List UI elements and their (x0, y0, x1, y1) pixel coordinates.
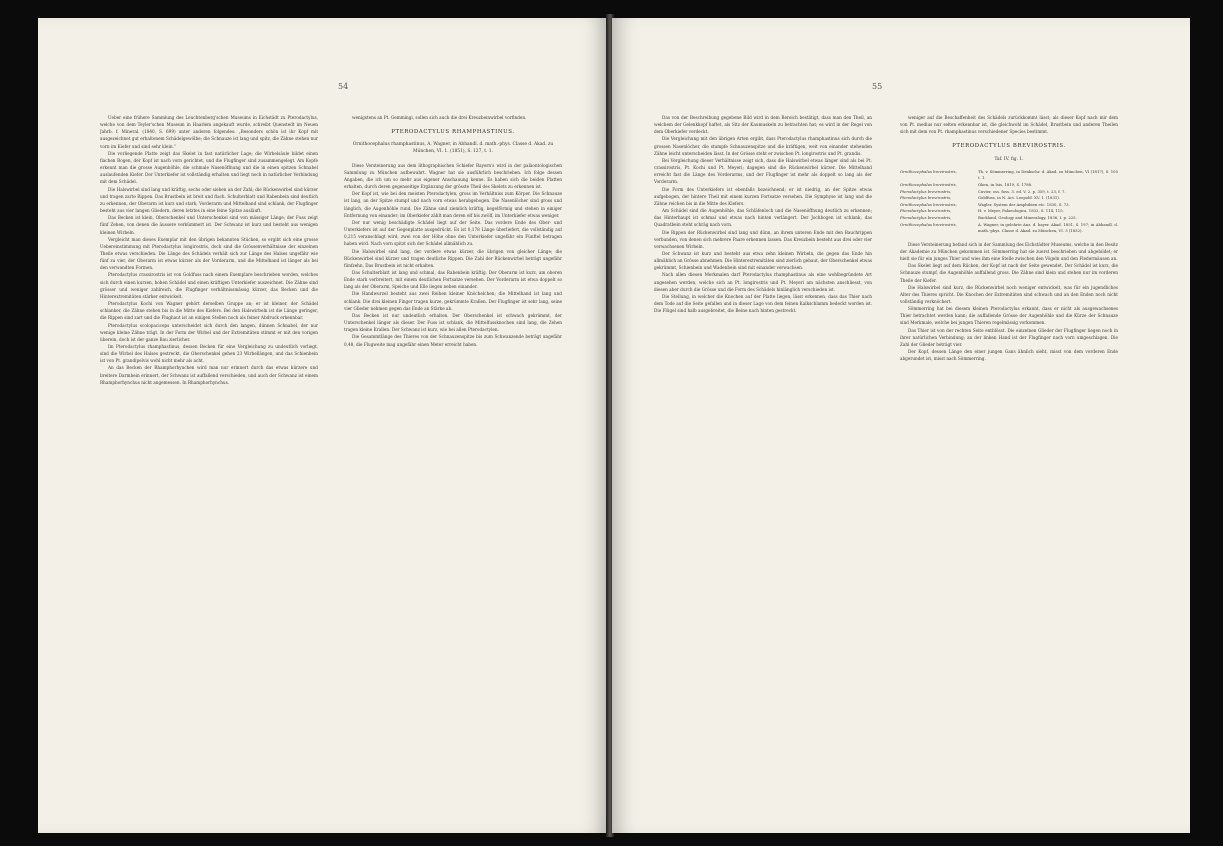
right-column-a (654, 114, 872, 819)
paragraph: Das Skelet liegt auf dem Rücken, der Kopf ist nach der Seite gewendet. Der Schädel ist kurz, die Schnauze stumpf, die Augenhöhle auffallend gross. Die Zähne sind klein und stehen nur im vorderen Theile der Kiefer. (900, 263, 1118, 283)
paragraph: weniger auf die Beschaffenheit des Schädels zurückkommt lässt; als dieser Kopf nach mir dem von Pt. medius nur selten erkennbar ist, die gleichwohl im Schädel, Brustbein und anderen Theilen sich mit dem von Pt. rhamphastinus verschiedener Species bestimmt. (900, 115, 1118, 135)
paragraph: Nach allen diesen Merkmalen darf Pterodactylus rhamphastinus als eine wohlbegründete Art angesehen werden, welche sich an Pt. longirostris und Pt. Meyeri am nächsten anschliesst, von diesen aber durch die Grösse und die Form des Schädels hinlänglich verschieden ist. (654, 272, 872, 292)
paragraph: Diese Versteinerung aus dem lithographischen Schiefer Bayern's wird in der paläontologischen Sammlung zu München aufbewahrt. Wagner hat sie ausführlich beschrieben. Ich folge dessen Angaben, die ich um so mehr aus eigener Anschauung kenne. Es haben sich die beiden Platten erhalten, durch deren gegenseitige Ergänzung der grösste Theil des Skelets zu erkennen ist. (344, 162, 562, 190)
synonymy-list (900, 169, 1118, 235)
paragraph: Die Rippen der Rückenwirbel sind lang und dünn, an ihrem unteren Ende mit den Bauchrippen verbunden, von denen sich mehrere Paare erkennen lassen. Das Kreuzbein besteht aus drei oder vier verwachsenen Wirbeln. (654, 229, 872, 249)
paragraph: Bei Vergleichung dieser Verhältnisse zeigt sich, dass die Halswirbel etwas länger sind als bei Pt. crassirostris, Pt. Kochi und Pt. Meyeri; dagegen sind die Rückenwirbel kürzer. Die Mittelhand erreicht fast die Länge des Vorderarms, und der Flugfinger ist mehr als doppelt so lang als der Vorderarm. (654, 157, 872, 185)
synonym-entry: Pterodactylus brevirostris, Buckland, Geology and Mineralogy, 1836, I. p. 225. (900, 214, 1077, 220)
paragraph: Pterodactylus scolopaciceps unterscheidet sich durch den langen, dünnen Schnabel, der nur wenige kleine Zähne trägt. In der Form der Wirbel und der Extremitäten stimmt er mit den vorigen überein, doch ist der ganze Bau zierlicher. (100, 322, 318, 342)
plate-reference: Taf. IV. fig. 1. (994, 156, 1024, 162)
paragraph: Der Schwanz ist kurz und besteht aus etwa zehn kleinen Wirbeln, die gegen das Ende hin allmählich an Grösse abnehmen. Die Hinterextremitäten sind zierlich gebaut, der Oberschenkel etwas gekrümmt, Schienbein und Wadenbein sind mit einander verwachsen. (654, 250, 872, 271)
synonym-entry: Ornithocephalus brevirostris, Oken, in Isis, 1819, S. 1788. (900, 181, 1033, 187)
synonym-entry: Pterodactylus brevirostris, Goldfuss, in N. Act. Leopold. XV. 1. (1831). (900, 195, 1060, 201)
paragraph: Die Halswirbel sind lang, der vordere etwas kürzer, die übrigen von gleicher Länge; die Rückenwirbel sind kürzer und tragen deutliche Rippen. Die Zahl der Rückenwirbel beträgt ungefähr fünfzehn. Das Brustbein ist nicht erhalten. (344, 248, 562, 268)
paragraph: Pterodactylus crassirostris ist von Goldfuss nach einem Exemplare beschrieben worden, welches sich durch einen kurzen, hohen Schädel und einen kräftigen Unterkiefer auszeichnet. Die Zähne sind grösser und weniger zahlreich, die Flugfinger verhältnissmässig kürzer, das Becken und die Hinterextremitäten stärker entwickelt. (100, 272, 318, 299)
synonym-entry: Pterodactylus brevirostris, H. v. Meyer, Palaeologica, 1832, S. 114, 115. (900, 208, 1064, 214)
synonym-entry: Ornithocephalus brevirostris, Th. v. Sömmerring, in Denkschr. d. Akad. zu München, VI (1817), S. 105 t. 1. (900, 168, 1118, 181)
right-page (612, 18, 1190, 833)
right-column-b (900, 114, 1118, 819)
paragraph: Das Becken ist klein, Oberschenkel und Unterschenkel sind von mässiger Länge; der Fuss zeigt fünf Zehen, von denen die äussere verkümmert ist. Der Schwanz ist kurz und besteht aus wenigen kleinen Wirbeln. (100, 215, 318, 235)
page-number: 55 (872, 82, 883, 91)
paragraph: An das Becken der Rhamphorhynchen wird man nur erinnert durch das etwas kürzere und breitere Darmbein erinnert, der Schwanz ist auffallend verschieden, und auch der Schwanz ist einem Rhamphorhynchus nicht angemessen. In Rhamphorhynchus. (100, 365, 318, 385)
paragraph: Ueber eine frühere Sammlung des Leuchtenberg'schen Museums in Eichstädt zu Pterodactylus, welche von dem Teyler'schen Museum in Haarlem angekauft wurde, schreibt Quenstedt im Neuen Jahrb. f. Mineral. (1840, S. 699) unter anderen folgendes: „Besonders schön ist ihr Kopf mit ausgezeichnet gut erhaltenem Schädelgewölbe; die Schnauze ist lang und spitz, die Zähne stehen nur vorn im Kiefer und sind sehr klein.“ (100, 115, 318, 149)
paragraph: Die Halswirbel sind kurz, die Rückenwirbel noch weniger entwickelt, was für ein jugendliches Alter des Thieres spricht. Die Knochen der Extremitäten sind schwach und an den Enden noch nicht vollständig verknöchert. (900, 284, 1118, 304)
synonym-entry: Pterodactylus brevirostris, Cuvier, oss. foss. 3. ed. V. 2. p. 359, t. 23, f. 7. (900, 188, 1066, 194)
paragraph: Vergleicht man dieses Exemplar mit den übrigen bekannten Stücken, so ergibt sich eine grosse Uebereinstimmung mit Pterodactylus longirostris, doch sind die Grössenverhältnisse der einzelnen Theile etwas verschieden. Die Länge des Schädels verhält sich zur Länge des Halses ungefähr wie fünf zu vier, der Oberarm ist etwas kürzer als der Vorderarm, und die Mittelhand ist länger als bei den verwandten Formen. (100, 236, 318, 271)
left-column-a (100, 114, 318, 814)
left-page (38, 18, 608, 833)
paragraph: Die Vergleichung mit den übrigen Arten ergibt, dass Pterodactylus rhamphastinus sich durch die grossen Nasenlöcher, die stumpfe Schnauzenspitze und die kräftigen, weit von einander stehenden Zähne leicht unterscheiden lässt. In der Grösse steht er zwischen Pt. longirostris und Pt. grandis. (654, 136, 872, 156)
paragraph: Der Kopf, dessen Länge den einer jungen Gans ähnlich sieht, misst von dem vorderen Ende abgerundet ist, misst nach Sömmerring. (900, 349, 1118, 362)
section-heading: PTERODACTYLUS BREVIROSTRIS. (952, 143, 1066, 150)
page-number: 54 (338, 82, 349, 91)
paragraph: Diese Versteinerung befand sich in der Sammlung des Eichstädter Museums, welche in den Besitz der Akademie zu München gekommen ist. Sömmerring hat sie zuerst beschrieben und abgebildet; er hielt sie für ein junges Thier und wies ihm eine Stelle zwischen den Vögeln und den Fledermäusen an. (900, 241, 1118, 262)
paragraph: Pterodactylus Kochi von Wagner gehört derselben Gruppe an; er ist kleiner, der Schädel schlanker, die Zähne stehen bis in die Mitte des Kiefers. Bei den Halswirbeln ist die Länge geringer, die Rippen sind zart und die Flughaut ist an einigen Stellen noch als feiner Abdruck erkennbar. (100, 301, 318, 321)
paragraph: Die Form des Unterkiefers ist ebenfalls bezeichnend; er ist niedrig, an der Spitze etwas aufgebogen, der hintere Theil mit einem kurzen Fortsatze versehen. Die Symphyse ist lang und die Zähne reichen bis in die Mitte des Kiefers. (654, 186, 872, 206)
paragraph: Die Handwurzel besteht aus zwei Reihen kleiner Knöchelchen; die Mittelhand ist lang und schlank. Die drei kleinen Finger tragen kurze, gekrümmte Krallen. Der Flugfinger ist sehr lang, seine vier Glieder nehmen gegen das Ende an Stärke ab. (344, 291, 562, 311)
paragraph: Die vorliegende Platte zeigt das Skelet in fast natürlicher Lage; die Wirbelsäule bildet einen flachen Bogen, der Kopf ist nach vorn gerichtet, und die Flugfinger sind zusammengelegt. Am Kopfe erkennt man die grosse Augenhöhle, die schmale Nasenöffnung und die in einen spitzen Schnabel auslaufenden Kiefer. Der Unterkiefer ist vollständig erhalten und liegt noch in natürlicher Verbindung mit dem Schädel. (100, 150, 318, 185)
paragraph: Im Pterodactylus rhamphastinus, dessen Becken für eine Vergleichung zu undeutlich vorliegt, sind die Wirbel des Halses gestreckt, die Oberschenkel gehen 23 Wirbellängen, und das Schienbein ist von Pt. grandipelvis wohl nicht mehr als acht. (100, 344, 318, 364)
section-synonym: Ornithocephalus rhamphastinus, A. Wagner, in Abhandl. d. math.-phys. Classe d. Akad. zu München, VI. 1. (1851), S. 127, t. 1. (352, 142, 554, 155)
left-column-b (344, 114, 562, 814)
paragraph: Die Stellung, in welcher die Knochen auf der Platte liegen, lässt erkennen, dass das Thier nach dem Tode auf die Seite gefallen und in dieser Lage von dem feinen Kalkschlamm bedeckt worden ist. Die Flügel sind halb ausgebreitet, die Beine nach hinten gestreckt. (654, 293, 872, 314)
section-heading: PTERODACTYLUS RHAMPHASTINUS. (391, 129, 515, 136)
paragraph: Das von der Beschreibung gegebene Bild wird in dem Bereich bestätigt, dass man den Theil, an welchem der Gelenkkopf haftet, als Sitz der Kaumuskeln zu betrachten hat; es wird in der Regel von dem Oberkiefer verdeckt. (654, 115, 872, 135)
paragraph: wenigstens an Pt. Gemmingi, sollen sich auch die drei Kreuzbeinwirbel vorfinden. (352, 115, 527, 120)
paragraph: Das Becken ist nur undeutlich erhalten. Der Oberschenkel ist schwach gekrümmt, der Unterschenkel länger als dieser. Der Fuss ist schlank, die Mittelfussknochen sind lang, die Zehen tragen kleine Krallen. Der Schwanz ist kurz, wie bei allen Pterodactylen. (344, 312, 562, 333)
synonym-entry: Ornithocephalus brevirostris, Wagler, System der Amphibien etc. 1830, S. 73. (900, 201, 1070, 207)
paragraph: Der nur wenig beschädigte Schädel liegt auf der Seite. Das vordere Ende des Ober- und Unterkiefers ist auf der Gegenplatte ausgedrückt. Es ist 0,178 Länge überliefert, die vollständig auf 0,215 veranschlagt wird, zwei von der Höhe ohne den Unterkiefer ungefähr ein Fünftel betragen haben wird. Nach vorn spitzt sich der Schädel allmählich zu. (344, 219, 562, 247)
paragraph: Das Thier ist von der rechten Seite entblösst. Die einzelnen Glieder der Flugfinger liegen noch in ihrer natürlichen Verbindung; an der linken Hand ist der Flugfinger nach vorn umgeschlagen. Die Zahl der Glieder beträgt vier. (900, 327, 1118, 347)
paragraph: Sömmerring hat bei diesem kleinen Pterodactylus erkannt, dass er nicht als ausgewachsenes Thier betrachtet werden kann; die auffallende Grösse der Augenhöhle und die Kürze der Schnauze sind Merkmale, welche bei jungen Thieren regelmässig vorkommen. (900, 306, 1118, 326)
paragraph: Der Kopf ist, wie bei den meisten Pterodactylen, gross im Verhältniss zum Körper. Die Schnauze ist lang, an der Spitze stumpf und nach vorn etwas herabgebogen. Die Nasenlöcher sind gross und länglich, die Augenhöhle rund. Die Zähne sind ziemlich kräftig, kegelförmig und stehen in einiger Entfernung von einander; im Oberkiefer zählt man deren elf bis zwölf, im Unterkiefer etwas weniger. (344, 191, 562, 218)
paragraph: Am Schädel sind die Augenhöhle, das Schläfenloch und die Nasenöffnung deutlich zu erkennen; das Hinterhaupt ist schmal und etwas nach hinten verlängert. Der Jochbogen ist schlank, das Quadratbein steht schräg nach vorn. (654, 208, 872, 228)
paragraph: Das Schulterblatt ist lang und schmal, das Rabenbein kräftig. Der Oberarm ist kurz, am oberen Ende stark verbreitert, mit einem deutlichen Fortsatze versehen. Der Vorderarm ist etwa doppelt so lang als der Oberarm, Speiche und Elle liegen neben einander. (344, 269, 562, 290)
paragraph: Die Halswirbel sind lang und kräftig, sechs oder sieben an der Zahl; die Rückenwirbel sind kürzer und tragen zarte Rippen. Das Brustbein ist breit und flach. Schulterblatt und Rabenbein sind deutlich zu erkennen, der Oberarm ist kurz und stark, Vorderarm und Mittelhand sind schlank, der Flugfinger besteht aus vier langen Gliedern, deren letztes in eine feine Spitze ausläuft. (100, 186, 318, 214)
synonym-entry: Ornithocephalus brevirostris, A. Wagner, in gelehrte Anz. d. bayer. Akad. 1851, S. 197; in Abhandl. d. math.-phys. Classe d. Akad. zu München, VI. 3 (1852). (900, 221, 1118, 234)
paragraph: Die Gesammtlänge des Thieres von der Schnauzenspitze bis zum Schwanzende beträgt ungefähr 0,48, die Flugweite mag ungefähr einen Meter erreicht haben. (344, 334, 562, 347)
